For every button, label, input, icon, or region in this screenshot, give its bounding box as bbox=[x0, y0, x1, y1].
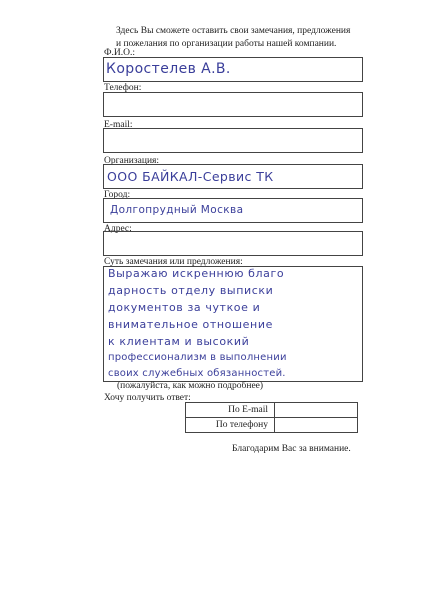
answer-options-table bbox=[185, 402, 358, 433]
answer-option-phone-label: По телефону bbox=[186, 418, 275, 433]
answer-option-email-row bbox=[186, 403, 358, 418]
intro-line-1: Здесь Вы сможете оставить свои замечания, предложения bbox=[116, 26, 351, 36]
answer-option-phone-checkbox[interactable] bbox=[275, 418, 358, 433]
comments-label: Суть замечания или предложения: bbox=[104, 257, 243, 267]
city-field[interactable] bbox=[103, 198, 363, 223]
address-field[interactable] bbox=[103, 231, 363, 256]
org-label: Организация: bbox=[104, 156, 160, 166]
answer-option-phone-row bbox=[186, 418, 358, 433]
address-label: Адрес: bbox=[104, 224, 132, 234]
fio-value: Коростелев А.В. bbox=[106, 61, 231, 77]
comment-line-4: внимательное отношение bbox=[108, 318, 273, 331]
intro-text bbox=[116, 25, 378, 51]
comment-line-5: к клиентам и высокий bbox=[108, 335, 250, 348]
city-label: Город: bbox=[104, 190, 131, 200]
email-field[interactable] bbox=[103, 128, 363, 153]
org-value: ООО БАЙКАЛ-Сервис ТК bbox=[107, 169, 274, 184]
comment-line-2: дарность отделу выписки bbox=[108, 284, 274, 297]
phone-label: Телефон: bbox=[104, 83, 142, 93]
org-field[interactable] bbox=[103, 164, 363, 189]
comments-hint: (пожалуйста, как можно подробнее) bbox=[117, 381, 264, 391]
thanks-text: Благодарим Вас за внимание. bbox=[232, 444, 351, 454]
comment-line-7: своих служебных обязанностей. bbox=[108, 368, 286, 379]
phone-field[interactable] bbox=[103, 92, 363, 117]
email-label: E-mail: bbox=[104, 120, 133, 130]
fio-label: Ф.И.О.: bbox=[104, 48, 135, 58]
comment-line-3: документов за чуткое и bbox=[108, 301, 261, 314]
city-value: Долгопрудный Москва bbox=[110, 204, 244, 216]
answer-option-email-label: По E-mail bbox=[186, 403, 275, 418]
comment-line-6: профессионализм в выполнении bbox=[108, 352, 287, 363]
answer-option-email-checkbox[interactable] bbox=[275, 403, 358, 418]
fio-field[interactable] bbox=[103, 57, 363, 82]
answer-label: Хочу получить ответ: bbox=[104, 393, 191, 403]
intro-line-2: и пожелания по организации работы нашей компании. bbox=[116, 39, 337, 49]
comment-line-1: Выражаю искреннюю благо bbox=[108, 267, 285, 280]
